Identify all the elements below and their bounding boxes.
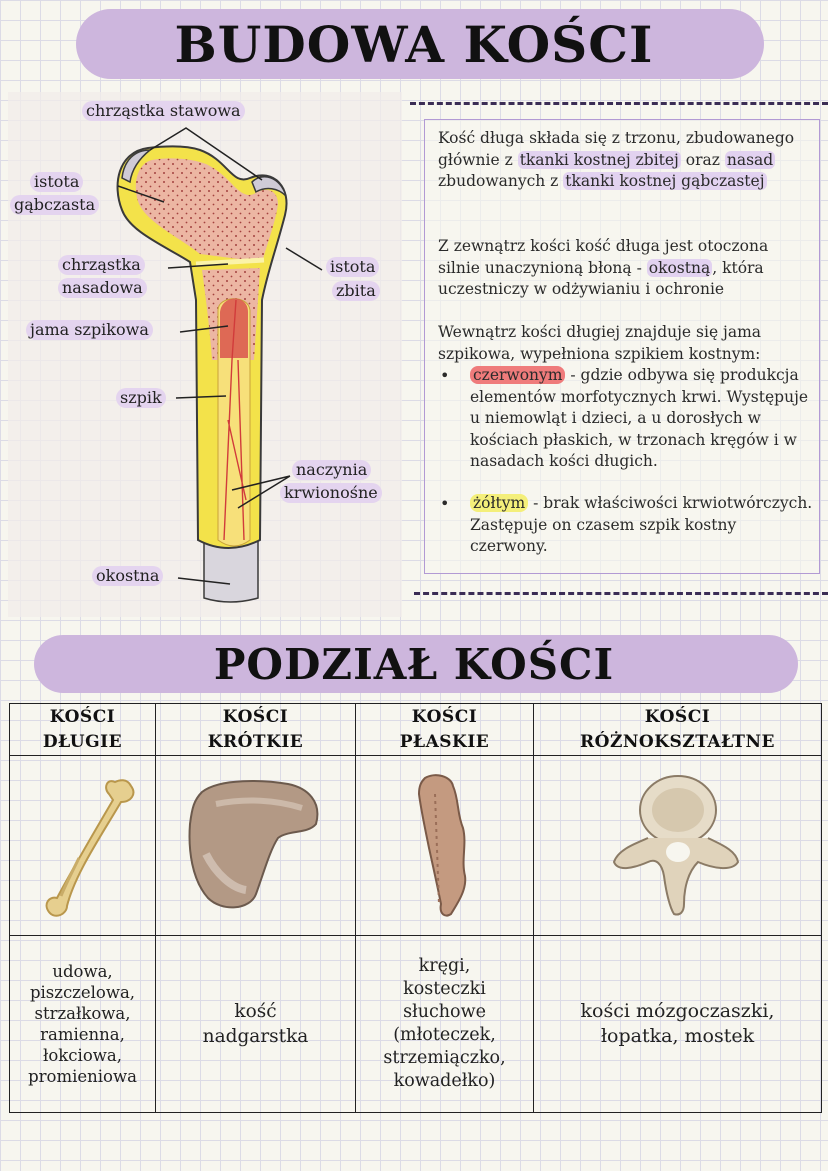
example-line: kręgi, — [418, 956, 471, 976]
header-irregular: KOŚCI RÓŻNOKSZTAŁTNE — [534, 704, 822, 756]
table-header-row — [10, 704, 822, 756]
example-line: udowa, — [52, 962, 113, 981]
example-line: ramienna, — [40, 1025, 125, 1044]
label-marrow-cavity: jama szpikowa — [26, 320, 153, 340]
info-paragraph-2: Z zewnątrz kości kość długa jest otoczona silnie unaczynioną błoną - okostną , która uczestniczy w odżywianiu i ochronie — [438, 237, 769, 298]
bullet-yellow-marrow: żółtym - brak właściwości krwiotwórczych. Zastępuje on czasem szpik kostny czerwony. — [470, 494, 813, 555]
example-line: strzemiączko, — [383, 1048, 506, 1068]
long-bone-image — [23, 764, 143, 924]
dashed-divider-top — [410, 102, 828, 105]
example-line: (młoteczek, — [393, 1025, 496, 1045]
highlight-spongy-tissue: tkanki kostnej gąbczastej — [565, 172, 765, 190]
info-paragraph-1: Kość długa składa się z trzonu, zbudowanego głównie z tkanki kostnej zbitej oraz nasad zbudowanych z tkanki kostnej gąbczastej — [438, 129, 795, 190]
image-flat-bone — [356, 756, 534, 936]
highlight-yellow-marrow: żółtym — [470, 494, 528, 512]
label-vessels-1: naczynia — [292, 460, 371, 480]
page-title: BUDOWA KOŚCI — [174, 15, 654, 74]
example-line: strzałkowa, — [34, 1004, 131, 1023]
label-spongy-1: istota — [30, 172, 83, 192]
label-compact-1: istota — [326, 257, 379, 277]
bullet-yellow-marker: • — [440, 494, 450, 513]
examples-long — [10, 936, 156, 1113]
highlight-periosteum: okostną — [648, 258, 711, 277]
header-flat: KOŚCI PŁASKIE — [356, 704, 534, 756]
example-line: łopatka, mostek — [600, 1025, 755, 1047]
dashed-divider-bottom — [414, 592, 828, 595]
label-vessels-2: krwionośne — [280, 483, 382, 503]
example-line: kowadełko) — [393, 1071, 496, 1091]
header-long: KOŚCI DŁUGIE — [10, 704, 156, 756]
example-line: łokciowa, — [43, 1046, 122, 1065]
table-examples-row — [10, 936, 822, 1113]
example-line: nadgarstka — [202, 1026, 309, 1047]
example-line: kosteczki — [403, 979, 486, 999]
example-line: piszczelowa, — [29, 983, 136, 1002]
examples-short — [156, 936, 356, 1113]
label-growth-cartilage-2: nasadowa — [58, 278, 147, 298]
bone-shaft-end — [204, 540, 258, 602]
image-long-bone — [10, 756, 156, 936]
label-growth-cartilage-1: chrząstka — [58, 255, 145, 275]
label-compact-2: zbita — [332, 281, 380, 301]
highlight-red-marrow: czerwonym — [470, 366, 565, 384]
label-articular-cartilage: chrząstka stawowa — [82, 101, 245, 121]
section-title: PODZIAŁ KOŚCI — [213, 640, 615, 689]
bone-types-table — [9, 703, 822, 1113]
example-line: promieniowa — [28, 1067, 137, 1086]
bullet-red-marrow: czerwonym - gdzie odbywa się produkcja elementów morfotycznych krwi. Występuje u niemowląt i dzieci, a u dorosłych w kościach płaskich, w trzonach kręgów i w nasadach kości długich. — [470, 366, 809, 470]
vertebra-image — [608, 764, 748, 924]
label-spongy-2: gąbczasta — [10, 195, 99, 215]
header-short: KOŚCI KRÓTKIE — [156, 704, 356, 756]
examples-irregular — [534, 936, 822, 1113]
flat-bone-image — [395, 764, 495, 924]
bullet-red-marker: • — [440, 366, 450, 385]
highlight-compact-tissue: tkanki kostnej zbitej — [519, 150, 679, 169]
label-periosteum: okostna — [92, 566, 163, 586]
highlight-epiphyses: nasad — [726, 150, 774, 169]
image-irregular-bone — [534, 756, 822, 936]
table-image-row — [10, 756, 822, 936]
info-paragraph-3: Wewnątrz kości długiej znajduje się jama szpikowa, wypełniona szpikiem kostnym: — [438, 323, 762, 363]
short-bone-image — [176, 764, 336, 924]
image-short-bone — [156, 756, 356, 936]
examples-flat — [356, 936, 534, 1113]
example-line: kości mózgoczaszki, — [580, 1000, 775, 1022]
label-marrow: szpik — [116, 388, 166, 408]
example-line: słuchowe — [403, 1002, 486, 1022]
example-line: kość — [234, 1001, 277, 1022]
